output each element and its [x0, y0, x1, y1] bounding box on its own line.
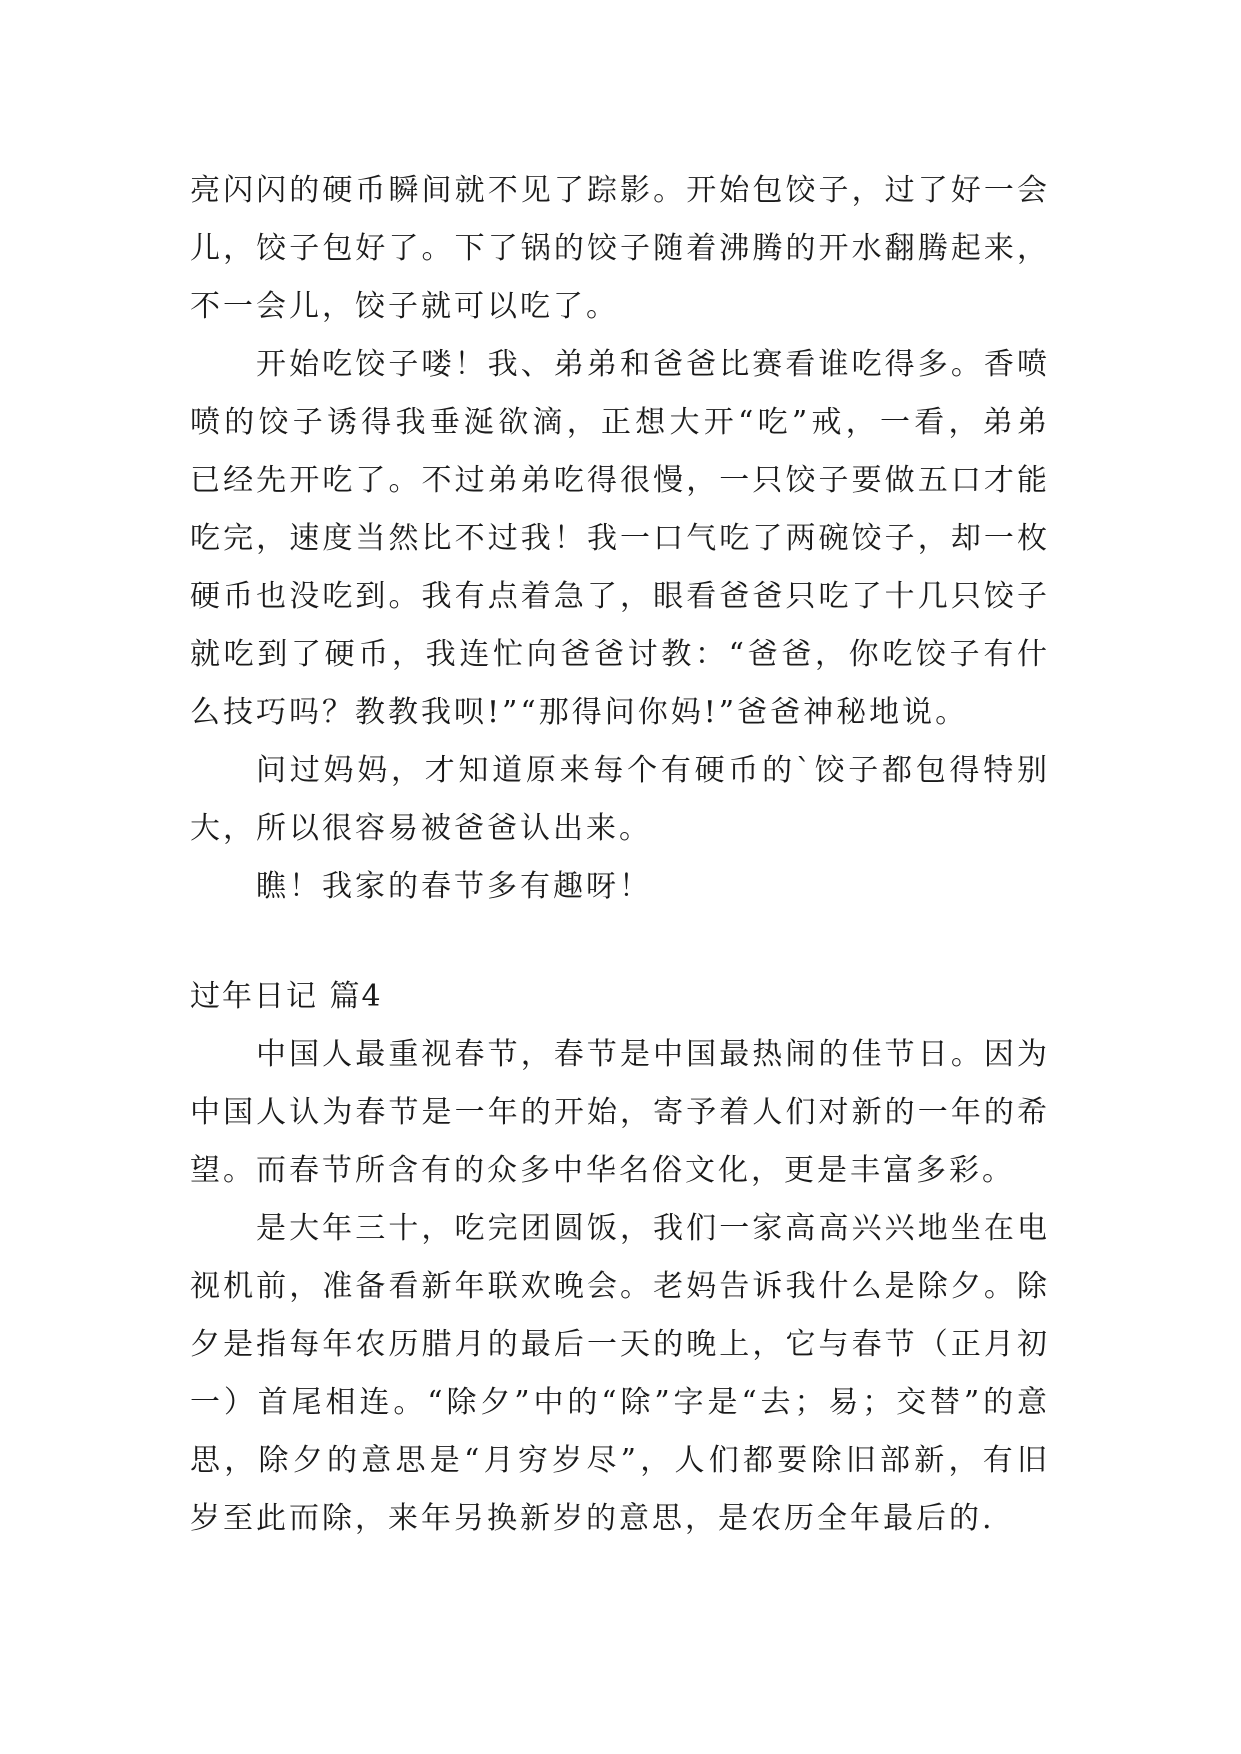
section-title: 过年日记 篇4 — [190, 979, 383, 1014]
paragraph-2: 开始吃饺子喽！我、弟弟和爸爸比赛看谁吃得多。香喷喷的饺子诱得我垂涎欲滴，正想大开“吃”戒，一看，弟弟已经先开吃了。不过弟弟吃得很慢，一只饺子要做五口才能吃完，速度当然比不过我！我一口气吃了两碗饺子，却一枚硬币也没吃到。我有点着急了，眼看爸爸只吃了十几只饺子就吃到了硬币，我连忙向爸爸讨教：“爸爸，你吃饺子有什么技巧吗？教教我呗!”“那得问你妈!”爸爸神秘地说。 — [190, 347, 1050, 730]
document-body — [190, 162, 1050, 1548]
paragraph-5: 中国人最重视春节，春节是中国最热闹的佳节日。因为中国人认为春节是一年的开始，寄予着人们对新的一年的希望。而春节所含有的众多中华名俗文化，更是丰富多彩。 — [190, 1037, 1050, 1188]
paragraph-6: 是大年三十，吃完团圆饭，我们一家高高兴兴地坐在电视机前，准备看新年联欢晚会。老妈告诉我什么是除夕。除夕是指每年农历腊月的最后一天的晚上，它与春节（正月初一）首尾相连。“除夕”中的“除”字是“去；易；交替”的意思，除夕的意思是“月穷岁尽”，人们都要除旧部新，有旧岁至此而除，来年另换新岁的意思，是农历全年最后的. — [190, 1211, 1050, 1536]
paragraph-4: 瞧！我家的春节多有趣呀！ — [256, 869, 652, 904]
paragraph-1: 亮闪闪的硬币瞬间就不见了踪影。开始包饺子，过了好一会儿，饺子包好了。下了锅的饺子随着沸腾的开水翻腾起来，不一会儿，饺子就可以吃了。 — [190, 173, 1050, 324]
paragraph-3: 问过妈妈，才知道原来每个有硬币的`饺子都包得特别大，所以很容易被爸爸认出来。 — [190, 753, 1050, 846]
